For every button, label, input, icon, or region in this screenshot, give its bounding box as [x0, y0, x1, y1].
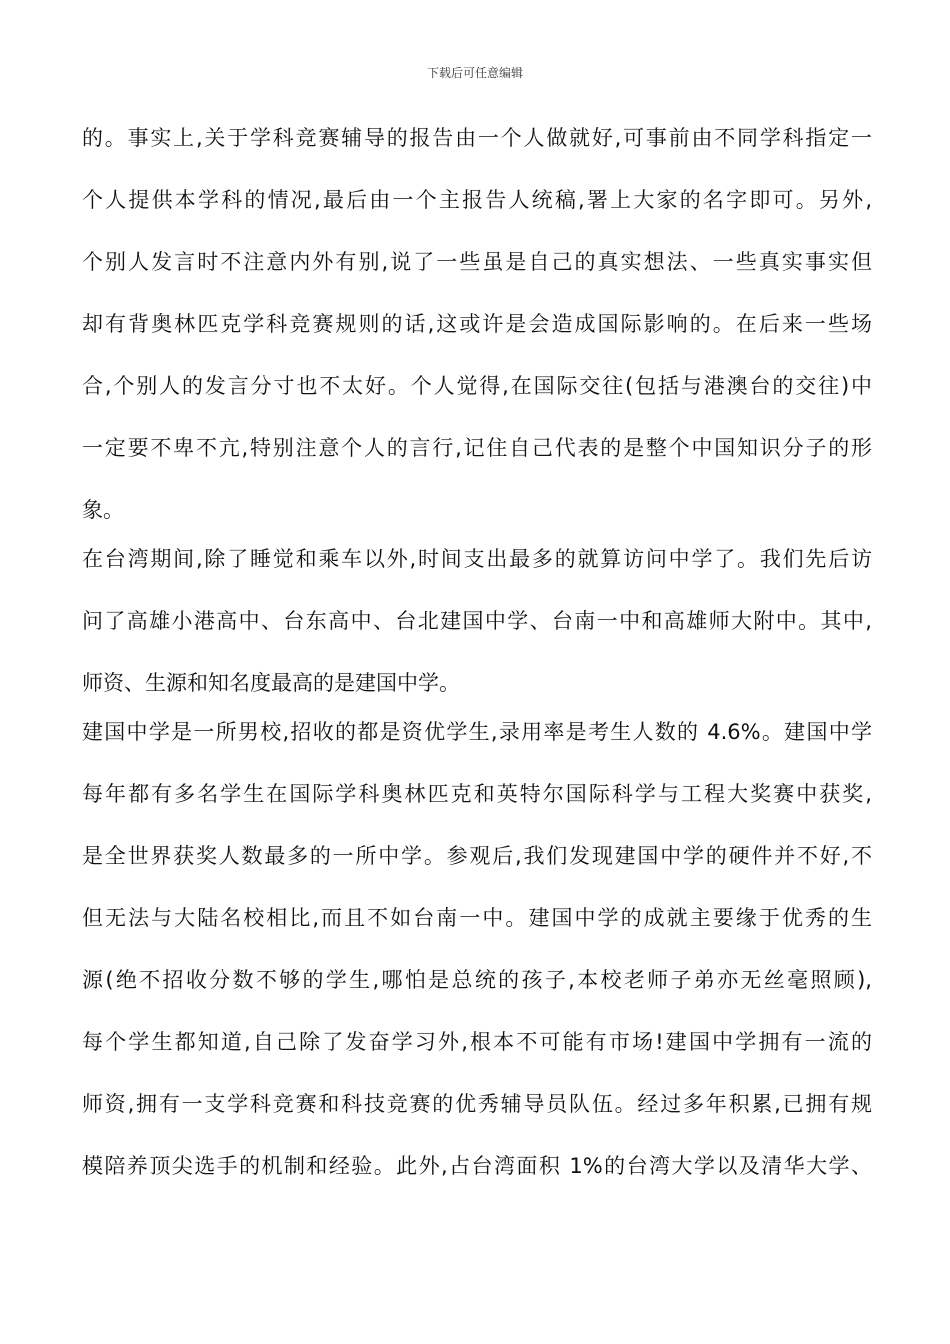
text-line: 问了高雄小港高中、台东高中、台北建国中学、台南一中和高雄师大附中。其中, [82, 609, 872, 633]
text-line: 却有背奥林匹克学科竞赛规则的话,这或许是会造成国际影响的。在后来一些场 [82, 312, 872, 336]
text-line: 一定要不卑不亢,特别注意个人的言行,记住自己代表的是整个中国知识分子的形 [82, 436, 872, 460]
text-line: 象。 [82, 498, 124, 522]
text-line: 建国中学是一所男校,招收的都是资优学生,录用率是考生人数的 4.6%。建国中学 [82, 720, 872, 744]
text-line: 源(绝不招收分数不够的学生,哪怕是总统的孩子,本校老师子弟亦无丝毫照顾), [82, 968, 872, 992]
text-line: 师资、生源和知名度最高的是建国中学。 [82, 671, 460, 695]
text-line: 师资,拥有一支学科竞赛和科技竞赛的优秀辅导员队伍。经过多年积累,已拥有规 [82, 1092, 872, 1116]
text-line: 每个学生都知道,自己除了发奋学习外,根本不可能有市场!建国中学拥有一流的 [82, 1030, 872, 1054]
body-text [82, 118, 872, 1208]
text-line: 合,个别人的发言分寸也不太好。个人觉得,在国际交往(包括与港澳台的交往)中 [82, 374, 872, 398]
text-line: 但无法与大陆名校相比,而且不如台南一中。建国中学的成就主要缘于优秀的生 [82, 906, 872, 930]
text-line: 个人提供本学科的情况,最后由一个主报告人统稿,署上大家的名字即可。另外, [82, 188, 872, 212]
text-line: 在台湾期间,除了睡觉和乘车以外,时间支出最多的就算访问中学了。我们先后访 [82, 547, 872, 571]
text-line: 是全世界获奖人数最多的一所中学。参观后,我们发现建国中学的硬件并不好,不 [82, 844, 872, 868]
page-header: 下载后可任意编辑 [426, 66, 523, 80]
text-line: 每年都有多名学生在国际学科奥林匹克和英特尔国际科学与工程大奖赛中获奖, [82, 782, 872, 806]
text-line: 个别人发言时不注意内外有别,说了一些虽是自己的真实想法、一些真实事实但 [82, 250, 872, 274]
text-line: 的。事实上,关于学科竞赛辅导的报告由一个人做就好,可事前由不同学科指定一 [82, 126, 872, 150]
text-line: 模陪养顶尖选手的机制和经验。此外,占台湾面积 1%的台湾大学以及清华大学、 [82, 1154, 872, 1178]
